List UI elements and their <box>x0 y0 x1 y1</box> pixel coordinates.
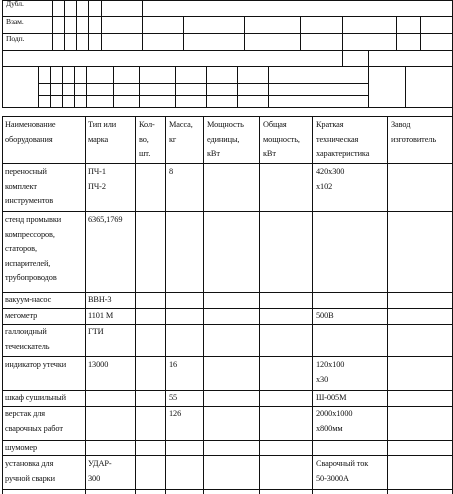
row-6-mass: 16 <box>169 360 178 369</box>
grid-v6 <box>113 66 114 107</box>
grid-v13 <box>405 66 406 107</box>
stamp-col-v13 <box>342 50 343 66</box>
grid-v3 <box>62 66 63 107</box>
stamp-col-v7 <box>183 16 184 50</box>
stamp-col-v10 <box>342 16 343 50</box>
row-divider-5 <box>2 356 453 357</box>
row-1-type: ПЧ-1 ПЧ-2 <box>88 167 106 191</box>
col-line-type <box>85 116 86 494</box>
row-1-spec: 420x300 x102 <box>316 167 345 191</box>
row-divider-6 <box>2 390 453 391</box>
row-2-type: 6365,1769 <box>88 215 123 224</box>
grid-v9 <box>206 66 207 107</box>
row-10-name: установка для ручной сварки <box>5 459 55 483</box>
row-divider-4 <box>2 324 453 325</box>
row-divider-2 <box>2 292 453 293</box>
row-7-spec: Ш-005М <box>316 393 347 402</box>
header-power-total: Общая мощность, кВт <box>263 120 300 158</box>
stamp-col-v12 <box>420 16 421 50</box>
table-left-border <box>2 116 3 494</box>
stamp-col-v1 <box>52 0 53 50</box>
grid-v11 <box>268 66 269 107</box>
grid-v5 <box>86 66 87 107</box>
row-6-spec: 120x100 x30 <box>316 360 345 384</box>
stamp-col-v9 <box>300 16 301 50</box>
row-4-spec: 500В <box>316 311 334 320</box>
row-10-type: УДАР- 300 <box>88 459 112 483</box>
stamp-label-podp: Подп. <box>6 34 25 43</box>
stamp-line-1 <box>2 16 453 17</box>
stamp-line-4 <box>2 66 453 67</box>
row-6-name: индикатор утечки <box>5 360 67 369</box>
header-name: Наименование оборудования <box>5 120 56 144</box>
stamp-col-v4 <box>88 0 89 50</box>
row-1-mass: 8 <box>169 167 174 176</box>
row-5-type: ГТИ <box>88 327 104 336</box>
col-line-factory <box>387 116 388 494</box>
grid-v12 <box>368 66 369 107</box>
grid-v4 <box>74 66 75 107</box>
stamp-col-v5 <box>101 0 102 50</box>
grid-v7 <box>139 66 140 107</box>
stamp-col-v14 <box>368 50 369 66</box>
row-1-name: переносный комплект инструментов <box>5 167 54 205</box>
header-factory: Завод изготовитель <box>391 120 437 144</box>
row-3-type: ВВН-3 <box>88 295 112 304</box>
header-qty: Кол- во, шт. <box>139 120 155 158</box>
header-spec: Краткая техническая характеристика <box>316 120 370 158</box>
row-6-type: 13000 <box>88 360 109 369</box>
row-divider-7 <box>2 406 453 407</box>
row-divider-9 <box>2 455 453 456</box>
grid-v8 <box>175 66 176 107</box>
stamp-line-3 <box>2 50 453 51</box>
grid-v1 <box>38 66 39 107</box>
col-line-power-total <box>259 116 260 494</box>
row-9-name: шумомер <box>5 443 38 452</box>
stamp-col-v8 <box>244 16 245 50</box>
stamp-grid-line-b <box>38 95 368 96</box>
stamp-grid-line-a <box>38 83 368 84</box>
row-10-spec: Сварочный ток 50-3000А <box>316 459 369 483</box>
row-8-mass: 126 <box>169 409 182 418</box>
row-divider-10 <box>2 489 453 490</box>
row-7-name: шкаф сушильный <box>5 393 66 402</box>
header-power-unit: Мощность единицы, кВт <box>207 120 244 158</box>
row-4-name: мегометр <box>5 311 38 320</box>
col-line-power-unit <box>203 116 204 494</box>
stamp-top-border <box>2 0 453 1</box>
grid-v10 <box>237 66 238 107</box>
header-type: Тип или марка <box>88 120 117 144</box>
row-2-name: стенд промывки компрессоров, статоров, испарителей, трубопроводов <box>5 215 62 282</box>
col-line-mass <box>165 116 166 494</box>
stamp-col-v3 <box>76 0 77 50</box>
stamp-bottom-border <box>2 107 453 108</box>
header-mass: Масса, кг <box>169 120 193 144</box>
row-7-mass: 55 <box>169 393 178 402</box>
row-4-type: 1101 М <box>88 311 114 320</box>
grid-v2 <box>50 66 51 107</box>
stamp-col-v11 <box>396 16 397 50</box>
row-3-name: вакуум-насос <box>5 295 52 304</box>
row-divider-8 <box>2 440 453 441</box>
stamp-label-vzam: Взам. <box>6 17 24 26</box>
stamp-left-border <box>2 0 3 107</box>
stamp-col-v6 <box>142 0 143 50</box>
row-divider-3 <box>2 308 453 309</box>
stamp-line-2 <box>2 33 453 34</box>
table-header-bottom <box>2 163 453 164</box>
row-8-spec: 2000x1000 x800мм <box>316 409 353 433</box>
stamp-label-dubl: Дубл. <box>6 0 24 8</box>
table-top-border <box>2 116 453 117</box>
col-line-qty <box>135 116 136 494</box>
row-8-name: верстак для сварочных работ <box>5 409 63 433</box>
row-divider-1 <box>2 211 453 212</box>
col-line-spec <box>312 116 313 494</box>
row-5-name: галлоидный течеискатель <box>5 327 50 351</box>
stamp-col-v2 <box>64 0 65 50</box>
